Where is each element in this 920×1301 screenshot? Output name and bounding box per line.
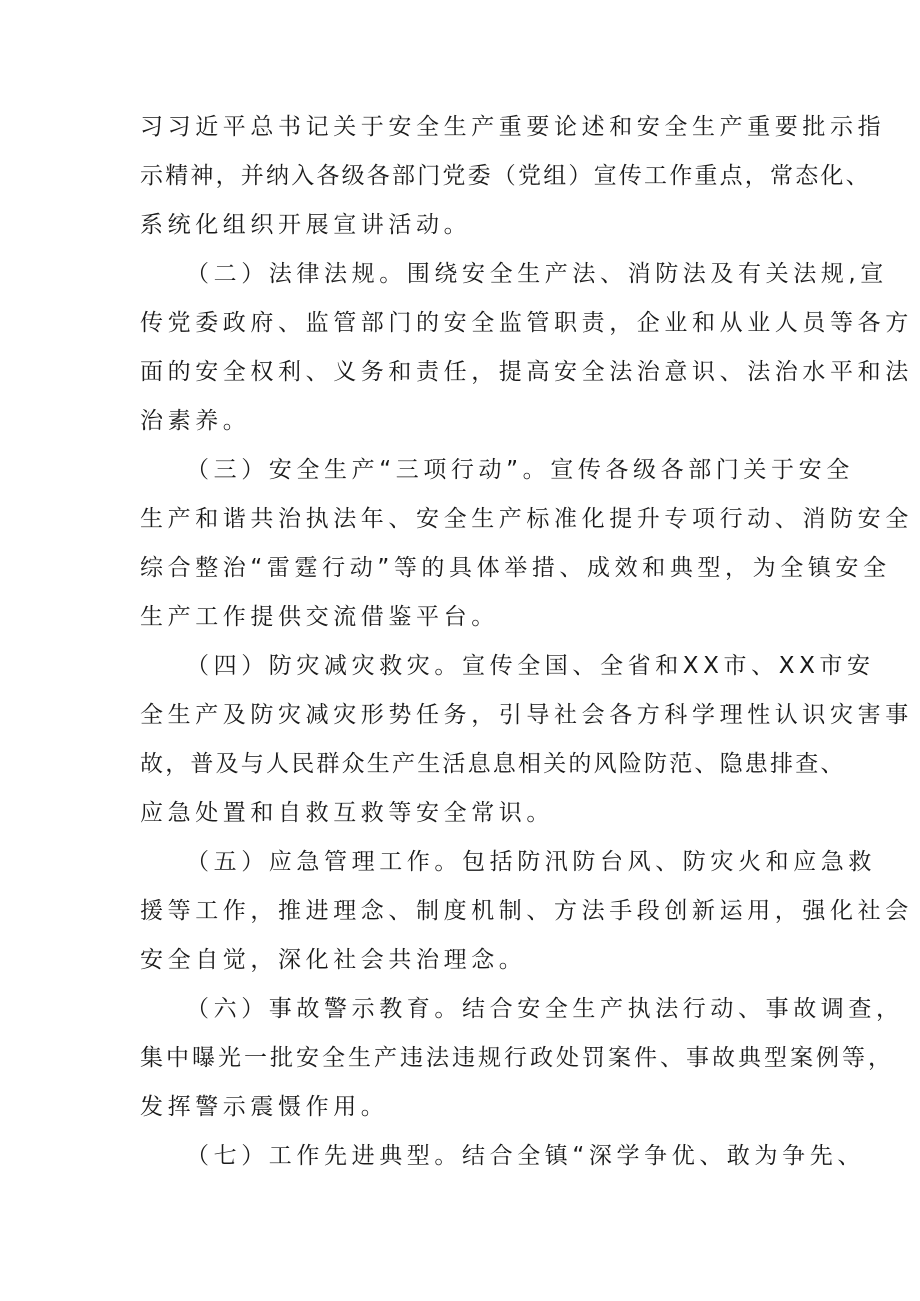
text-line: 面的安全权利、义务和责任，提高安全法治意识、法治水平和法 [140,359,913,385]
text-line: 援等工作，推进理念、制度机制、方法手段创新运用，强化社会 [140,898,913,924]
text-line: 习习近平总书记关于安全生产重要论述和安全生产重要批示指 [140,114,886,140]
text-line: 传党委政府、监管部门的安全监管职责，企业和从业人员等各方 [140,310,913,336]
text-line: 生产工作提供交流借鉴平台。 [140,604,499,630]
paragraph-heading-4: （四）防灾减灾救灾。宣传全国、全省和XX市、XX市安 [186,653,875,679]
paragraph-heading-3: （三）安全生产“三项行动”。宣传各级各部门关于安全 [186,457,854,483]
text-line: 故，普及与人民群众生产生活息息相关的风险防范、隐患排查、 [140,751,846,777]
text-line: 集中曝光一批安全生产违法违规行政处罚案件、事故典型案例等， [140,1045,894,1071]
text-line: 综合整治“雷霆行动”等的具体举措、成效和典型，为全镇安全 [140,555,891,581]
text-line: 应急处置和自救互救等安全常识。 [140,800,554,826]
text-line: 治素养。 [140,408,251,434]
text-line: 全生产及防灾减灾形势任务，引导社会各方科学理性认识灾害事 [140,702,913,728]
paragraph-heading-2: （二）法律法规。围绕安全生产法、消防法及有关法规,宣 [186,261,888,287]
text-line: 系统化组织开展宣讲活动。 [140,212,472,238]
text-line: 安全自觉，深化社会共治理念。 [140,947,527,973]
text-line: 示精神，并纳入各级各部门党委（党组）宣传工作重点，常态化、 [140,163,871,189]
text-line: 发挥警示震慑作用。 [140,1094,389,1120]
paragraph-heading-5: （五）应急管理工作。包括防汛防台风、防灾火和应急救 [186,849,876,875]
text-line: 生产和谐共治执法年、安全生产标准化提升专项行动、消防安全 [140,506,913,532]
paragraph-heading-7: （七）工作先进典型。结合全镇“深学争优、敢为争先、 [186,1143,865,1169]
paragraph-heading-6: （六）事故警示教育。结合安全生产执法行动、事故调查， [186,996,904,1022]
